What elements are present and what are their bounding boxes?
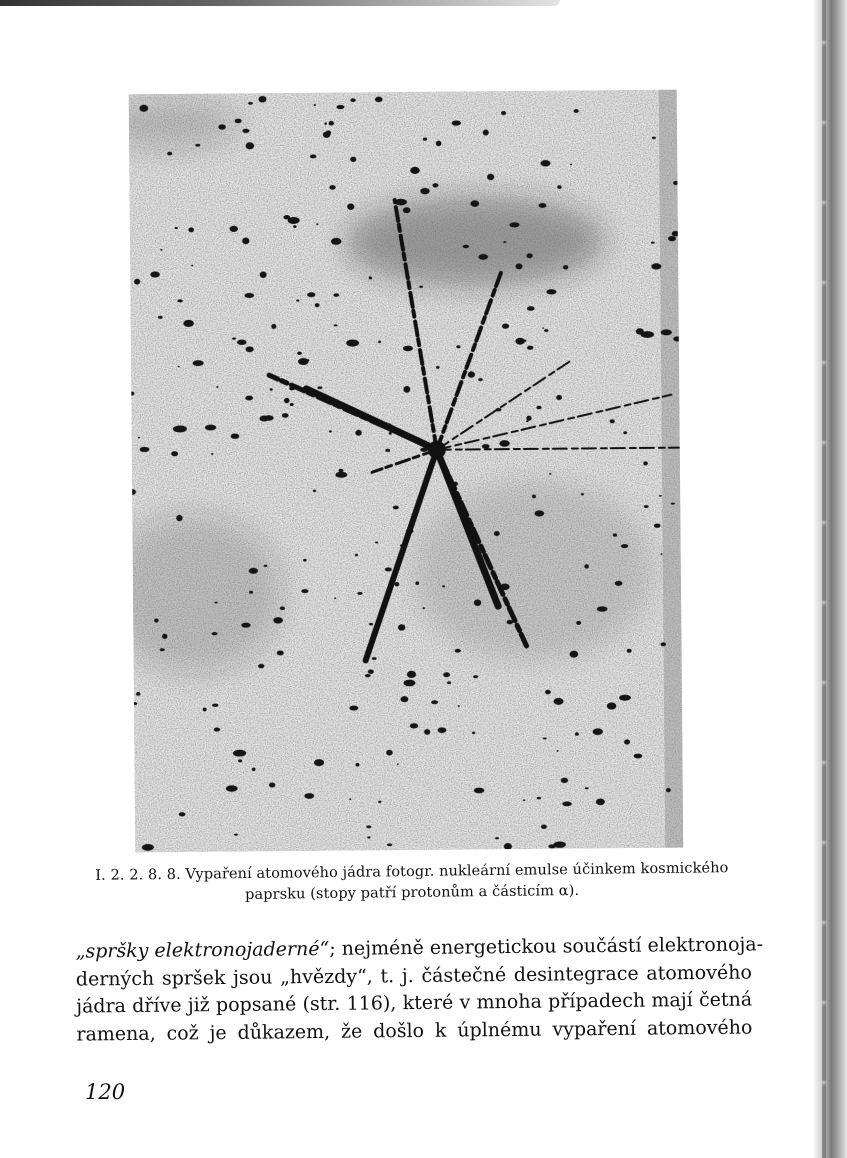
- page-number: 120: [85, 1080, 126, 1104]
- italic-term: „spršky elektronojaderné“: [75, 937, 330, 963]
- caption-line-1: I. 2. 2. 8. 8. Vypaření atomového jádra fotogr. nukleární emulse účinkem kosmického: [95, 860, 729, 884]
- emulsion-photograph: [129, 90, 684, 853]
- book-spine-edge: [822, 0, 826, 1158]
- scan-top-shadow: [0, 0, 560, 6]
- caption-line-2: paprsku (stopy patří protonům a částicím α).: [245, 882, 580, 904]
- body-line-3: jádra dříve již popsané (str. 116), které v mnoha případech mají četná: [76, 988, 753, 1018]
- figure-caption: [62, 858, 762, 909]
- body-line-1-rest: ; nejméně energetickou součástí elektronoja-: [329, 933, 764, 960]
- star-event-image: [129, 90, 684, 853]
- book-spine-shadow: [812, 0, 847, 1158]
- body-line-2: derných spršek jsou „hvězdy“, t. j. částečné desintegrace atomového: [75, 960, 752, 991]
- body-paragraph: [75, 931, 764, 1048]
- body-line-4: ramena, což je důkazem, že došlo k úplnému vypaření atomového: [76, 1015, 753, 1046]
